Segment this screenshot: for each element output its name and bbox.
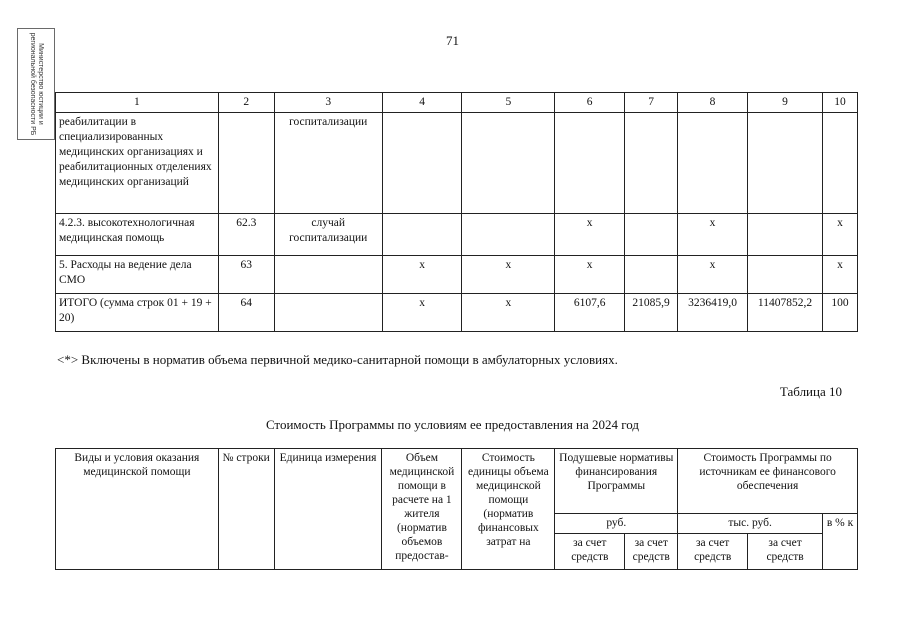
cell-value: [382, 214, 462, 256]
cell-value: x: [555, 256, 625, 294]
cell-value: [748, 256, 823, 294]
cell-value: [462, 214, 555, 256]
column-number-row: [56, 93, 858, 113]
cell-type: ИТОГО (сумма строк 01 + 19 + 20): [56, 294, 219, 332]
cell-value: 3236419,0: [678, 294, 748, 332]
header-types: Виды и условия оказания медицинской помощи: [56, 449, 219, 570]
header-percent: в % к: [823, 514, 858, 570]
cost-table-continued: [55, 92, 858, 332]
cell-row-number: [218, 113, 274, 214]
cell-value: x: [462, 256, 555, 294]
cell-value: x: [678, 214, 748, 256]
cell-value: [625, 214, 678, 256]
registration-stamp: [17, 28, 55, 140]
cell-value: x: [678, 256, 748, 294]
cell-value: 11407852,2: [748, 294, 823, 332]
cell-unit: [274, 294, 382, 332]
header-rub: руб.: [555, 514, 678, 534]
table-row: [56, 256, 858, 294]
col-header: 2: [218, 93, 274, 113]
footnote: <*> Включены в норматив объема первичной медико-санитарной помощи в амбулаторных условиях.: [57, 352, 618, 367]
cell-unit: [274, 256, 382, 294]
col-header: 7: [625, 93, 678, 113]
cell-value: 21085,9: [625, 294, 678, 332]
program-cost-table: [55, 448, 858, 570]
cell-value: [462, 113, 555, 214]
header-program-cost: Стоимость Программы по источникам ее финансового обеспечения: [678, 449, 858, 514]
header-sub: за счет средств: [625, 534, 678, 570]
table-row: [56, 113, 858, 214]
stamp-line: региональной безопасности РБ: [29, 32, 36, 136]
header-sub: за счет средств: [748, 534, 823, 570]
cell-value: [625, 113, 678, 214]
cell-value: [822, 113, 857, 214]
cell-value: x: [382, 294, 462, 332]
cell-unit: госпитализации: [274, 113, 382, 214]
cell-value: x: [822, 214, 857, 256]
table-row-total: [56, 294, 858, 332]
cell-value: [748, 113, 823, 214]
cell-value: [748, 214, 823, 256]
cell-value: x: [822, 256, 857, 294]
cell-value: [382, 113, 462, 214]
header-sub: за счет средств: [555, 534, 625, 570]
header-volume: Объем медицинской помощи в расчете на 1 жителя (норматив объемов предостав-: [382, 449, 462, 570]
cell-row-number: 62.3: [218, 214, 274, 256]
col-header: 5: [462, 93, 555, 113]
cell-value: x: [382, 256, 462, 294]
cell-value: [555, 113, 625, 214]
header-unit: Единица измерения: [274, 449, 382, 570]
col-header: 3: [274, 93, 382, 113]
cell-row-number: 63: [218, 256, 274, 294]
header-thousand-rub: тыс. руб.: [678, 514, 823, 534]
cell-value: [625, 256, 678, 294]
col-header: 4: [382, 93, 462, 113]
col-header: 10: [822, 93, 857, 113]
page-number: 71: [446, 33, 459, 48]
cell-unit: случай госпитализации: [274, 214, 382, 256]
cell-row-number: 64: [218, 294, 274, 332]
header-unit-cost: Стоимость единицы объема медицинской помощи (норматив финансовых затрат на: [462, 449, 555, 570]
table-label: Таблица 10: [779, 384, 842, 399]
header-row-number: № строки: [218, 449, 274, 570]
col-header: 9: [748, 93, 823, 113]
cell-value: 100: [822, 294, 857, 332]
header-sub: за счет средств: [678, 534, 748, 570]
col-header: 1: [56, 93, 219, 113]
cell-value: 6107,6: [555, 294, 625, 332]
header-row: [56, 449, 858, 514]
cell-value: x: [462, 294, 555, 332]
cell-value: [678, 113, 748, 214]
cell-type: 5. Расходы на ведение дела СМО: [56, 256, 219, 294]
cell-type: реабилитации в специализированных медицинских организациях и реабилитационных отделениях медицинских организаций: [56, 113, 219, 214]
col-header: 8: [678, 93, 748, 113]
table-row: [56, 214, 858, 256]
cell-type: 4.2.3. высокотехнологичная медицинская помощь: [56, 214, 219, 256]
cell-value: x: [555, 214, 625, 256]
col-header: 6: [555, 93, 625, 113]
stamp-text: [28, 32, 44, 136]
header-per-capita: Подушевые нормативы финансирования Программы: [555, 449, 678, 514]
table-title: Стоимость Программы по условиям ее предоставления на 2024 год: [265, 417, 640, 432]
stamp-line: Министерство юстиции и: [37, 43, 44, 125]
